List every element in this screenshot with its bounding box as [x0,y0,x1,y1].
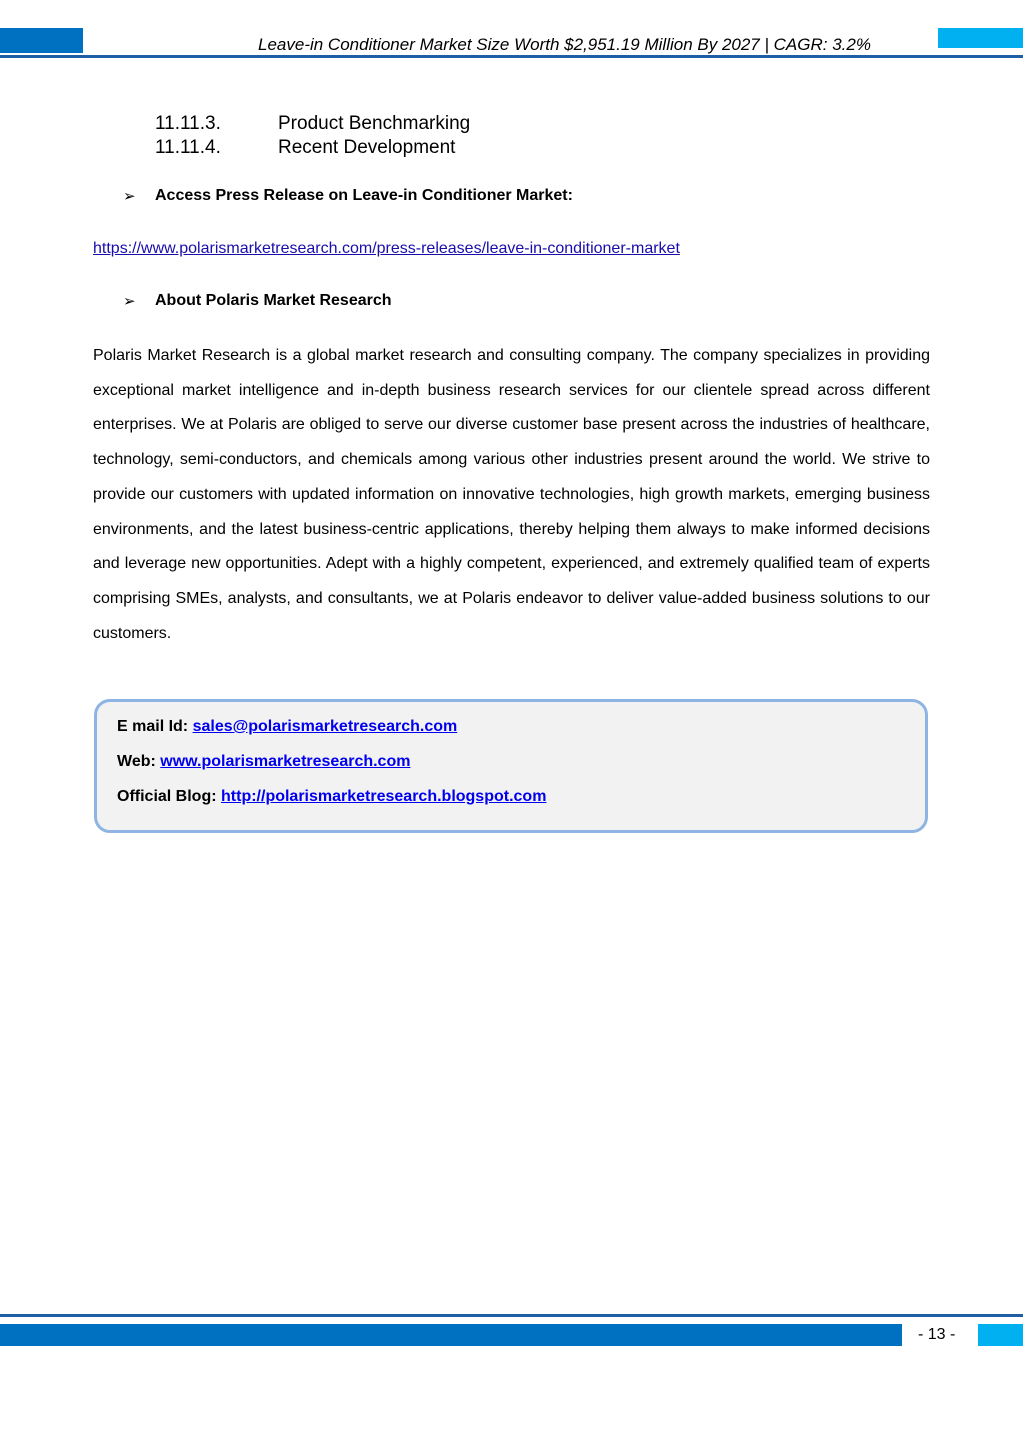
toc-entry [155,137,455,159]
contact-email-row [117,718,457,736]
about-paragraph: Polaris Market Research is a global market research and consulting company. The company specializes in providing exceptional market intelligence and in-depth business research services for our clientele spread across different enterprises. We at Polaris are obliged to serve our diverse customer base present across the industries of healthcare, technology, semi-conductors, and chemicals among various other industries present around the world. We strive to provide our customers with updated information on innovative technologies, high growth markets, emerging business environments, and the latest business-centric applications, thereby helping them always to make informed decisions and leverage new opportunities. Adept with a highly competent, experienced, and extremely qualified team of experts comprising SMEs, analysts, and consultants, we at Polaris endeavor to deliver value-added business solutions to our customers. [93,347,930,642]
press-release-link[interactable]: https://www.polarismarketresearch.com/press-releases/leave-in-conditioner-market [93,240,680,257]
header-accent-bar-left [0,28,83,53]
footer-accent-bar [0,1324,902,1346]
contact-web-row [117,753,410,771]
footer-accent-bar-right [978,1324,1023,1346]
toc-entry [155,113,470,135]
toc-entry-label: Recent Development [278,137,456,158]
email-label: E mail Id: [117,718,189,735]
web-label: Web: [117,753,156,770]
header-title: Leave-in Conditioner Market Size Worth $2,951.19 Million By 2027 | CAGR: 3.2% [258,35,871,54]
toc-entry-number: 11.11.3. [155,113,221,134]
arrow-bullet-icon: ➢ [123,292,136,310]
blog-link[interactable]: http://polarismarketresearch.blogspot.com [221,788,547,805]
footer-rule [0,1314,1023,1317]
contact-blog-row [117,788,546,806]
toc-entry-label: Product Benchmarking [278,113,471,134]
arrow-bullet-icon: ➢ [123,187,136,205]
header-accent-bar-right [938,28,1023,48]
web-link[interactable]: www.polarismarketresearch.com [160,753,411,770]
press-release-heading: Access Press Release on Leave-in Conditioner Market: [155,187,573,204]
blog-label: Official Blog: [117,788,217,805]
about-heading: About Polaris Market Research [155,292,392,309]
contact-box [94,699,928,833]
email-link[interactable]: sales@polarismarketresearch.com [192,718,458,735]
toc-entry-number: 11.11.4. [155,137,221,158]
page-number: - 13 - [918,1326,956,1343]
header-rule [0,55,1023,58]
